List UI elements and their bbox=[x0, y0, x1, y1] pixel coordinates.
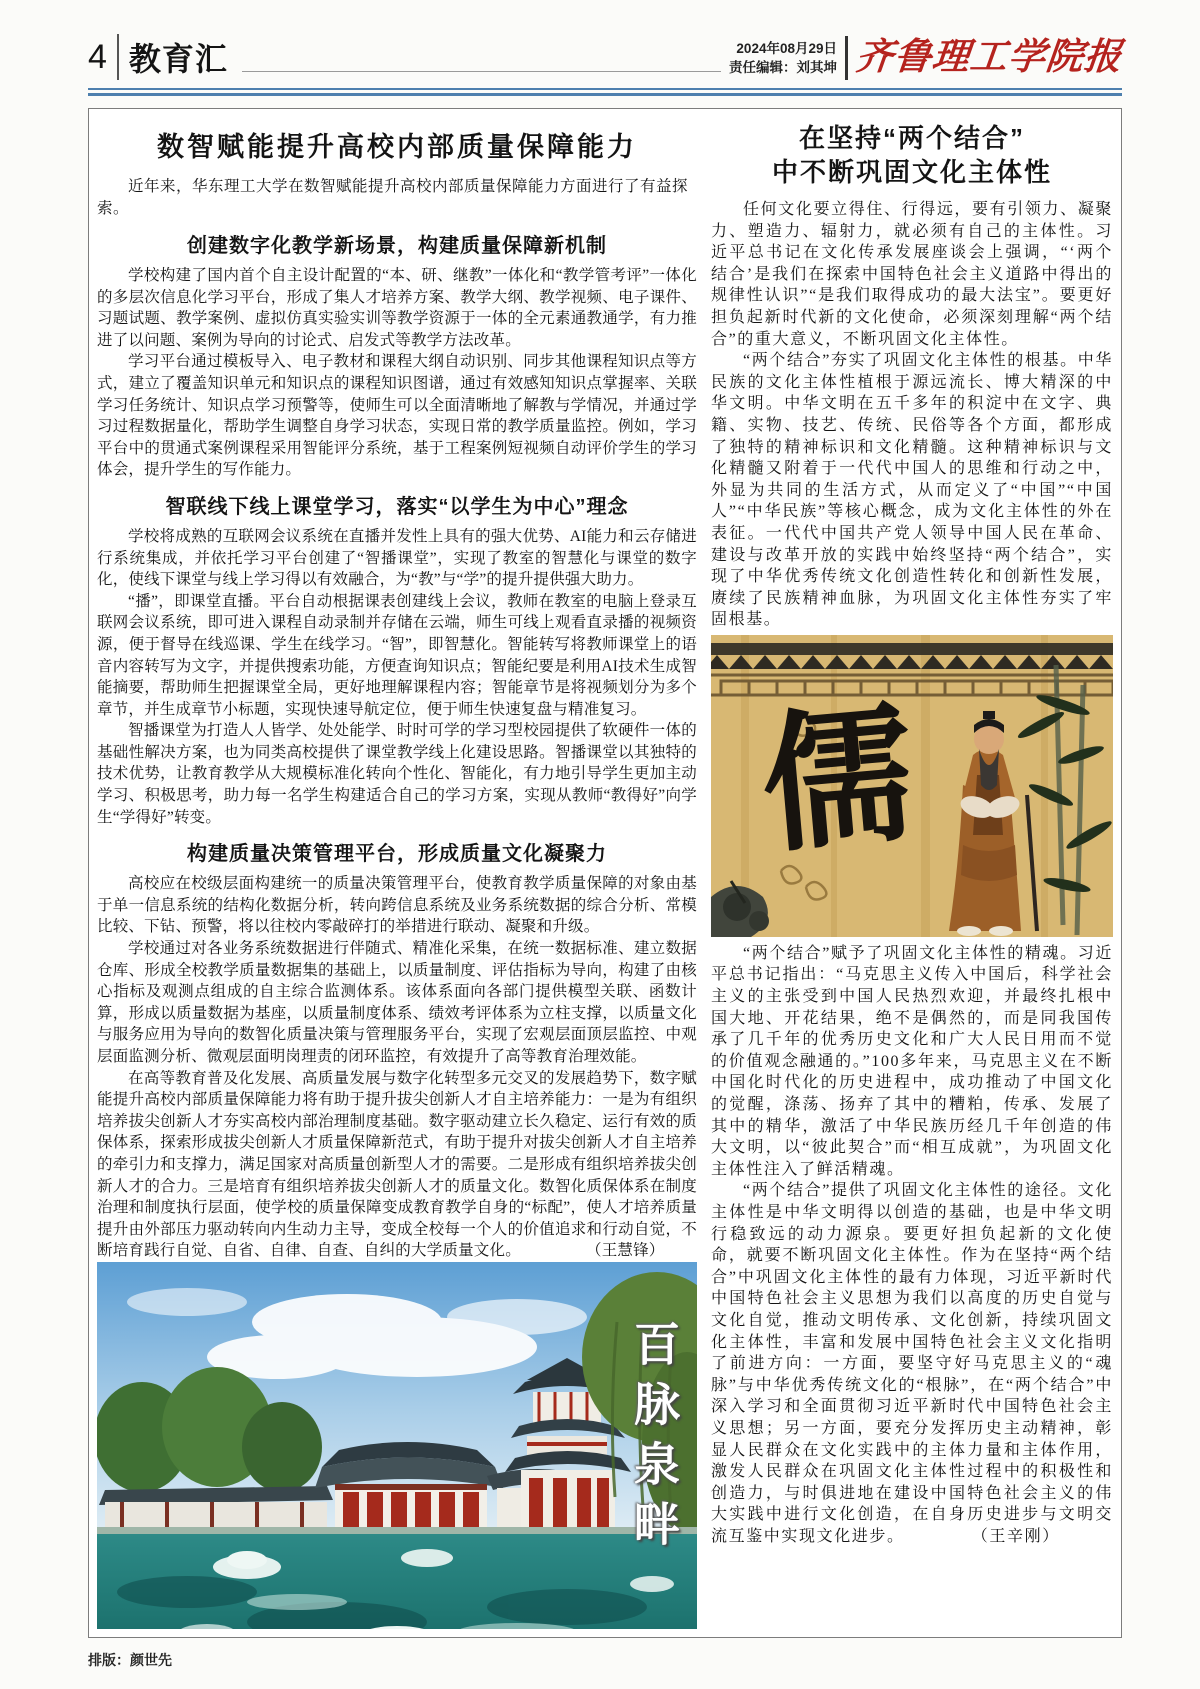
baimaiquan-photo-art bbox=[97, 1262, 697, 1629]
left-article-lead: 近年来，华东理工大学在数智赋能提升高校内部质量保障能力方面进行了有益探索。 bbox=[97, 178, 689, 217]
issue-date: 2024年08月29日 bbox=[736, 41, 837, 56]
masthead-divider bbox=[845, 36, 848, 80]
page-header bbox=[88, 34, 1125, 80]
paragraph: 高校应在校级层面构建统一的质量决策管理平台，使教育教学质量保障的对象由基于单一信息系统的结构化数据分析，转向跨信息系统及业务系统数据的综合分析、常模比较、下钻、预警，将以往校内零敲碎打的举措进行联动、凝聚和升级。 bbox=[97, 875, 697, 936]
confucius-illustration bbox=[711, 635, 1113, 937]
right-title-line1: 在坚持“两个结合” bbox=[798, 123, 1025, 153]
right-title-line2: 中不断巩固文化主体性 bbox=[771, 157, 1052, 187]
paragraph-text: 在高等教育普及化发展、高质量发展与数字化转型多元交叉的发展趋势下，数字赋能提升高校内部质量保障能力将有助于提升拔尖创新人才自主培养能力：一是为有组织培养拔尖创新人才夯实高校内部治理制度基础。数字驱动建立长久稳定、运行有效的质保体系，探索形成拔尖创新人才质量保障新范式，有助于提升对拔尖创新人才自主培养的牵引力和支撑力，满足国家对高质量创新型人才的需要。二是形成有组织培养拔尖创新人才的合力。三是培育有组织培养拔尖创新人才的质量文化。数智化质保体系在制度治理和制度执行层面，使学校的质量保障变成教育教学自身的“标配”，使人才培养质量提升由外部压力驱动转向内生动力主导，变成全校每一个人的价值追求和行动自觉，不断培育践行自觉、自省、自律、自查、自纠的大学质量文化。 bbox=[97, 1069, 697, 1260]
paragraph: 学校将成熟的互联网会议系统在直播并发性上具有的强大优势、AI能力和云存储进行系统集成，并依托学习平台创建了“智播课堂”，实现了教室的智慧化与课堂的数字化，使线下课堂与线上学习得以有效融合，为“教”与“学”的提升提供强大助力。 bbox=[97, 527, 697, 589]
paragraph: 智播课堂为打造人人皆学、处处能学、时时可学的学习型校园提供了软硬件一体的基础性解决方案，也为同类高校提供了课堂教学线上化建设思路。智播课堂以其独特的技术优势，让教育教学从大规模标准化转向个性化、智能化，有力地引导学生更加主动学习、积极思考，助力每一名学生构建适合自己的学习方案，实现从教师“教得好”向学生“学得好”转变。 bbox=[97, 722, 697, 826]
paragraph: “播”，即课堂直播。平台自动根据课表创建线上会议，教师在教室的电脑上登录互联网会议系统，即可进入课程自动录制并存储在云端，师生可线上观看直录播的视频资源，便于督导在线巡课、学生在线学习。“智”，即智慧化。智能转写将教师课堂上的语音内容转写为文字，并提供搜索功能，方便查询知识点；智能纪要是利用AI技术生成智能摘要，帮助师生把握课堂全局，更好地理解课程内容；智能章节是将视频划分为多个章节，并生成章节小标题，实现快速导航定位，便于师生快速复盘与精准复习。 bbox=[97, 592, 697, 718]
content-frame bbox=[88, 108, 1122, 1638]
paragraph: 学习平台通过模板导入、电子教材和课程大纲自动识别、同步其他课程知识点等方式，建立了覆盖知识单元和知识点的课程知识图谱，通过有效感知知识点掌握率、关联学习任务统计、知识点学习预警等，使师生可以全面清晰地了解教与学情况，并通过学习过程数据量化，帮助学生调整自身学习状态，实现日常的教学质量监控。例如，学习平台中的贯通式案例课程采用智能评分系统，基于工程案例短视频自动评价学生的学习体会，提升学生的写作能力。 bbox=[97, 353, 697, 479]
double-blue-rule bbox=[88, 88, 1122, 96]
section-heading: 构建质量决策管理平台，形成质量文化凝聚力 bbox=[187, 843, 607, 866]
typesetting-credit: 排版：颜世先 bbox=[88, 1652, 172, 1668]
right-article-title bbox=[711, 121, 1113, 189]
section-heading: 智联线下线上课堂学习，落实“以学生为中心”理念 bbox=[165, 495, 629, 518]
section-banner bbox=[88, 34, 228, 80]
page-number: 4 bbox=[88, 37, 107, 76]
ru-calligraphy-character: 儒 bbox=[756, 692, 920, 872]
paragraph bbox=[711, 1180, 1113, 1547]
paragraph: 任何文化要立得住、行得远，要有引领力、凝聚力、塑造力、辐射力，就必须有自己的主体性。习近平总书记在文化传承发展座谈会上强调，“‘两个结合’是我们在探索中国特色社会主义道路中得出的规律性认识”“是我们取得成功的最大法宝”。要更好担负起新时代新的文化使命，必须深刻理解“两个结合”的重大意义，不断巩固文化主体性。 bbox=[711, 201, 1113, 348]
right-article-byline: （王辛刚） bbox=[971, 1527, 1060, 1545]
newspaper-masthead: 齐鲁理工学院报 bbox=[853, 37, 1125, 78]
baimaiquan-photo bbox=[97, 1262, 697, 1629]
photo-caption-vertical: 百脉泉畔 bbox=[628, 1319, 680, 1560]
paragraph: 学校构建了国内首个自主设计配置的“本、研、继教”一体化和“教学管考评”一体化的多层次信息化学习平台，形成了集人才培养方案、教学大纲、教学视频、电子课件、习题试题、教学案例、虚拟仿真实验实训等教学资源于一体的全元素通教通学，有力推进了以问题、案例为导向的讨论式、启发式等教学方法改革。 bbox=[97, 267, 697, 349]
right-column bbox=[711, 119, 1113, 1629]
paragraph: 学校通过对各业务系统数据进行伴随式、精准化采集，在统一数据标准、建立数据仓库、形成全校教学质量数据集的基础上，以质量制度、评估指标为导向，构建了由核心指标及观测点组成的自主综合监测体系。该体系面向各部门提供模型关联、函数计算，形成以质量数据为基座，以质量制度体系、绩效考评体系为立柱支撑，以质量文化与服务应用为导向的数智化质量决策与管理服务平台，实现了宏观层面顶层监控、中观层面监测分析、微观层面明岗理责的闭环监控，有效提升了高等教育治理效能。 bbox=[97, 940, 697, 1065]
section-heading: 创建数字化教学新场景，构建质量保障新机制 bbox=[187, 235, 607, 257]
left-column bbox=[97, 119, 697, 1629]
paragraph bbox=[97, 1068, 697, 1262]
date-editor-block bbox=[729, 39, 845, 77]
section-title: 教育汇 bbox=[117, 34, 228, 80]
paragraph: “两个结合”夯实了巩固文化主体性的根基。中华民族的文化主体性植根于源远流长、博大精深的中华文明。中华文明在五千多年的积淀中在文字、典籍、实物、技艺、传统、民俗等各个方面，都形成了独特的精神标识和文化精髓。这种精神标识与文化精髓又附着于一代代中国人的思维和行动之中，外显为共同的生活方式，从而定义了“中国”“中国人”“中华民族”等核心概念，成为文化主体性的外在表征。一代代中国共产党人领导中国人民在革命、建设与改革开放的实践中始终坚持“两个结合”，实现了中华优秀传统文化创造性转化和创新性发展，赓续了民族精神血脉，为巩固文化主体性夯实了牢固根基。 bbox=[711, 352, 1113, 629]
left-article-byline: （王慧锋） bbox=[586, 1242, 665, 1260]
editor-credit: 责任编辑：刘其坤 bbox=[729, 60, 837, 75]
header-right bbox=[729, 36, 1125, 80]
paragraph: “两个结合”赋予了巩固文化主体性的精魂。习近平总书记指出：“马克思主义传入中国后，科学社会主义的主张受到中国人民热烈欢迎，并最终扎根中国大地、开花结果，绝不是偶然的，而是同我国传承了几千年的优秀历史文化和广大人民日用而不觉的价值观念融通的。”100多年来，马克思主义在不断中国化时代化的历史进程中，成功推动了中国文化的觉醒，涤荡、扬弃了其中的糟粕，传承、发展了其中的精华，激活了中华民族历经几千年创造的伟大文明，以“彼此契合”而“相互成就”，为巩固文化主体性注入了鲜活精魂。 bbox=[711, 944, 1113, 1178]
header-rule bbox=[242, 71, 721, 72]
left-article-title: 数智赋能提升高校内部质量保障能力 bbox=[157, 132, 637, 162]
paragraph-text: “两个结合”提供了巩固文化主体性的途径。文化主体性是中华文明得以创造的基础，也是中华文明行稳致远的动力源泉。要更好担负起新的文化使命，就要不断巩固文化主体性。作为在坚持“两个结合”中巩固文化主体性的最有力体现，习近平新时代中国特色社会主义思想为我们以高度的历史自觉与文化自觉，推动文明传承、文化创新，持续巩固文化主体性，丰富和发展中国特色社会主义文化指明了前进方向：一方面，要坚守好马克思主义的“魂脉”与中华优秀传统文化的“根脉”，在“两个结合”中深入学习和全面贯彻习近平新时代中国特色社会主义思想；另一方面，要充分发挥历史主动精神，彰显人民群众在文化实践中的主体力量和主体作用，激发人民群众在巩固文化主体性过程中的积极性和创造力，与时俱进地在建设中国特色社会主义的伟大实践中进行文化创造，在自身历史进步与文明交流互鉴中实现文化进步。 bbox=[711, 1182, 1113, 1545]
